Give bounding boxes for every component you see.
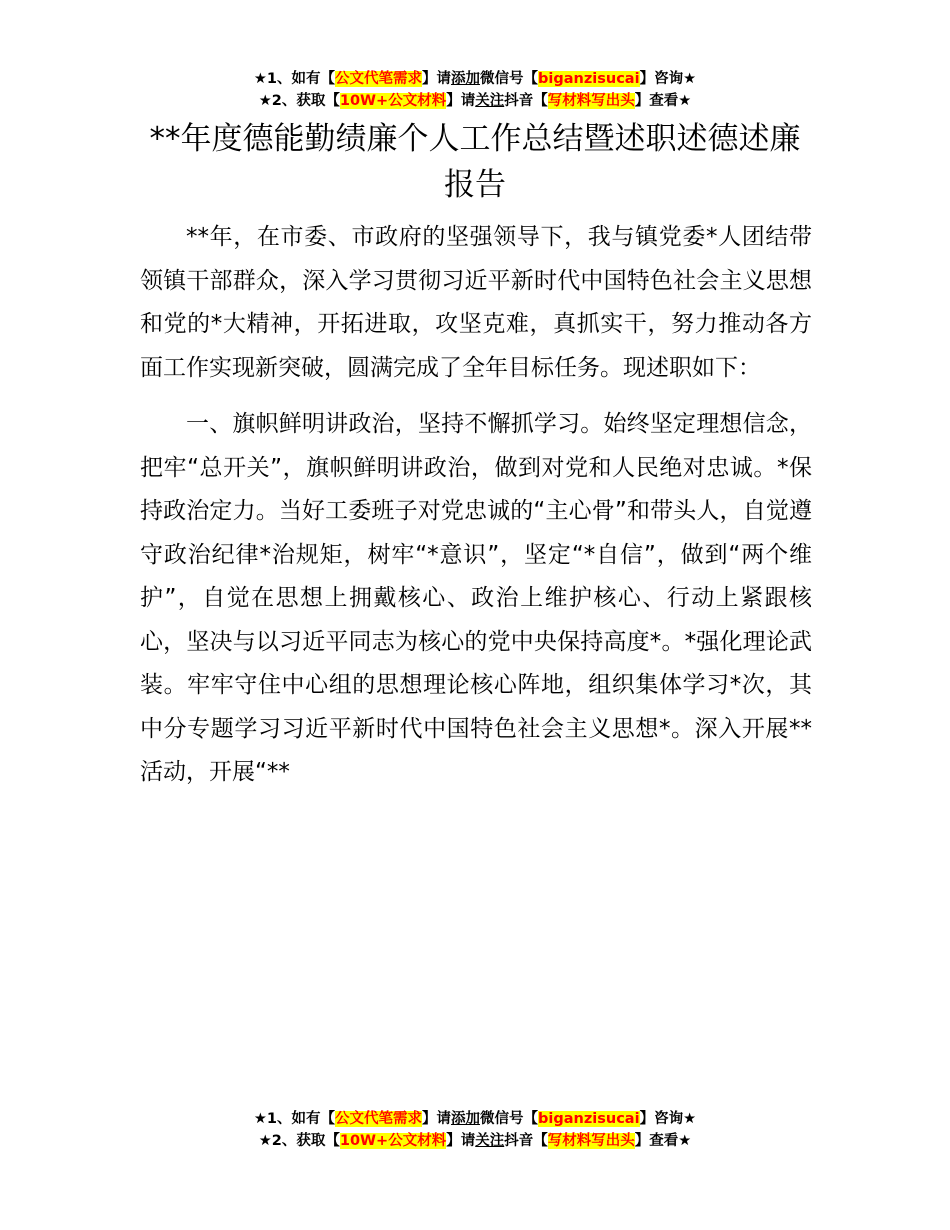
paragraph-section-1: 一、旗帜鲜明讲政治，坚持不懈抓学习。始终坚定理想信念，把牢“总开关”，旗帜鲜明讲政治，做到对党和人民绝对忠诚。*保持政治定力。当好工委班子对党忠诚的“主心骨”和带头人，自觉遵守政治纪律*治规矩，树牢“*意识”，坚定“*自信”，做到“两个维护”，自觉在思想上拥戴核心、政治上维护核心、行动上紧跟核心，坚决与以习近平同志为核心的党中央保持高度*。*强化理论武装。牢牢守住中心组的思想理论核心阵地，组织集体学习*次，其中分专题学习习近平新时代中国特色社会主义思想*。深入开展**活动，开展“** bbox=[140, 411, 812, 785]
banner-text: ★2、获取【 bbox=[258, 1133, 340, 1149]
banner-text: ★1、如有【 bbox=[253, 71, 336, 87]
banner-text: 】请 bbox=[422, 71, 452, 87]
header-banner-line-1 bbox=[0, 68, 950, 90]
banner-text: ★2、获取【 bbox=[258, 93, 340, 109]
paragraph-intro: **年，在市委、市政府的坚强领导下，我与镇党委*人团结带领镇干部群众，深入学习贯彻习近平新时代中国特色社会主义思想和党的*大精神，开拓进取，攻坚克难，真抓实干，努力推动各方面工作实现新突破，圆满完成了全年目标任务。现述职如下： bbox=[140, 224, 812, 381]
banner-highlight: 写材料写出头 bbox=[547, 93, 635, 109]
footer-banner bbox=[0, 1108, 950, 1152]
banner-underline: 关注 bbox=[475, 1133, 505, 1149]
banner-text: 】查看★ bbox=[634, 1133, 692, 1149]
banner-text: 微信号【 bbox=[480, 71, 539, 87]
banner-text: 抖音【 bbox=[504, 1133, 548, 1149]
banner-text: 】请 bbox=[446, 1133, 476, 1149]
banner-text: 】请 bbox=[422, 1111, 452, 1127]
footer-banner-line-2 bbox=[0, 1130, 950, 1152]
banner-text: 】请 bbox=[446, 93, 476, 109]
banner-text: 抖音【 bbox=[504, 93, 548, 109]
document-title: **年度德能勤绩廉个人工作总结暨述职述德述廉报告 bbox=[149, 121, 801, 203]
banner-highlight: biganzisucai bbox=[538, 1111, 640, 1127]
banner-text: ★1、如有【 bbox=[253, 1111, 336, 1127]
header-banner-line-2 bbox=[0, 90, 950, 112]
banner-text: 】咨询★ bbox=[639, 71, 697, 87]
footer-banner-line-1 bbox=[0, 1108, 950, 1130]
banner-underline: 添加 bbox=[451, 71, 481, 87]
document-body bbox=[140, 216, 812, 808]
banner-highlight: 10W+公文材料 bbox=[339, 93, 447, 109]
banner-text: 微信号【 bbox=[480, 1111, 539, 1127]
banner-text: 】查看★ bbox=[634, 93, 692, 109]
banner-underline: 关注 bbox=[475, 93, 505, 109]
banner-highlight: 10W+公文材料 bbox=[339, 1133, 447, 1149]
header-banner bbox=[0, 68, 950, 112]
banner-highlight: biganzisucai bbox=[538, 71, 640, 87]
banner-highlight: 公文代笔需求 bbox=[335, 1111, 423, 1127]
banner-underline: 添加 bbox=[451, 1111, 481, 1127]
banner-text: 】咨询★ bbox=[639, 1111, 697, 1127]
banner-highlight: 写材料写出头 bbox=[547, 1133, 635, 1149]
banner-highlight: 公文代笔需求 bbox=[335, 71, 423, 87]
